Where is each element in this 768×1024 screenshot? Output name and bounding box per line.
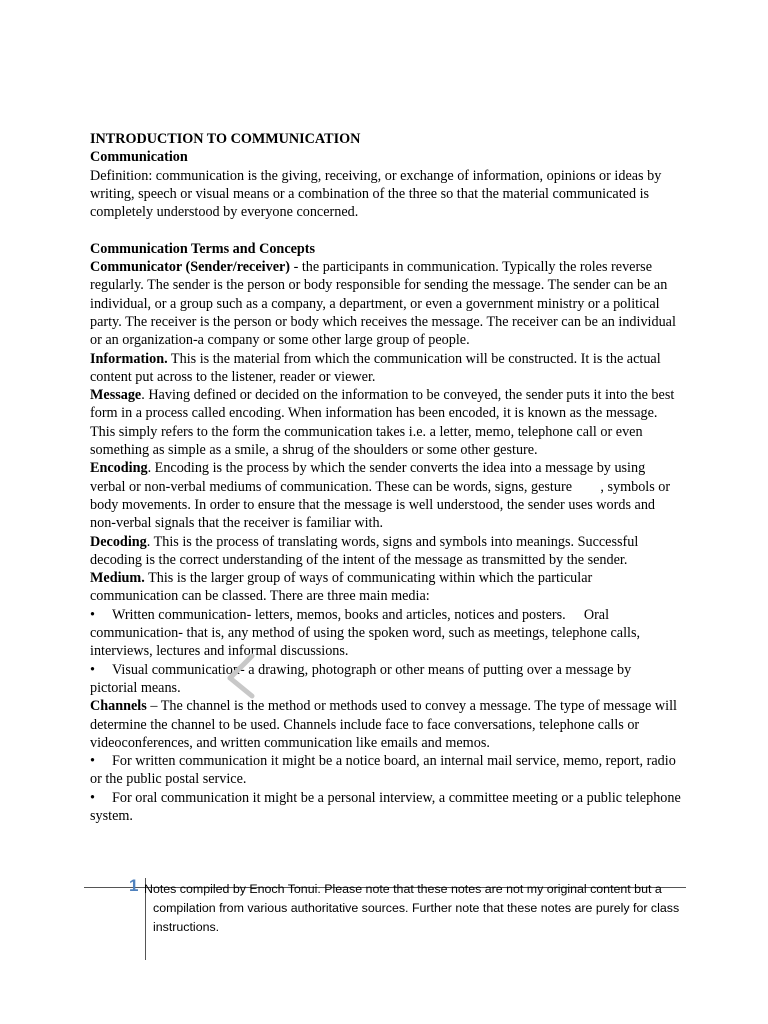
section-title-communication: Communication: [90, 149, 188, 166]
encoding-text: . Encoding is the process by which the sender converts the idea into a message by using verbal or non-verbal mediums of communication. These can be words, signs, gesture , symbols or body movements. In order to ensure that the message is well understood, the sender uses words and non-verbal signals that the receiver is familiar with.: [90, 460, 674, 532]
footer-note-rest: compilation from various authoritative sources. Further note that these notes are purely for class instructions.: [153, 901, 680, 934]
decoding-text: . This is the process of translating words, signs and symbols into meanings. Successful decoding is the correct understanding of the intent of the message as transmitted by the sender.: [90, 533, 639, 568]
definition-paragraph: Definition: communication is the giving, receiving, or exchange of information, opinions or ideas by writing, speech or visual means or a combination of the three so that the material communicated is completely understood by everyone concerned.: [90, 167, 662, 221]
message-paragraph: [90, 386, 682, 459]
bullet-icon: •: [90, 606, 95, 623]
term-encoding: Encoding: [90, 460, 148, 477]
term-decoding: Decoding: [90, 533, 147, 550]
page-number: 1: [129, 876, 139, 895]
list-item: [90, 661, 682, 698]
communicator-text: - the participants in communication. Typically the roles reverse regularly. The sender is the person or body responsible for sending the message. The sender can be an individual, or a group such as a company, a department, or even a government ministry or a political party. The receiver is the person or body which receives the message. The receiver can be an individual or an organization-a company or some other large group of people.: [90, 259, 676, 349]
term-information: Information.: [90, 350, 168, 367]
section-heading-terms: Communication Terms and Concepts: [90, 240, 316, 257]
information-paragraph: [90, 350, 682, 387]
message-text: . Having defined or decided on the information to be conveyed, the sender puts it into the best form in a process called encoding. When information has been encoded, it is known as the message. This simply refers to the form the communication takes i.e. a letter, memo, telephone call or even something as simple as a smile, a shrug of the shoulders or some other gesture.: [90, 387, 675, 459]
channels-paragraph: [90, 697, 682, 752]
list-item: [90, 789, 682, 826]
information-text: This is the material from which the communication will be constructed. It is the actual content put across to the listener, reader or viewer.: [90, 350, 661, 385]
list-item: [90, 752, 682, 789]
term-communicator: Communicator (Sender/receiver): [90, 259, 291, 276]
medium-text: This is the larger group of ways of communicating within which the particular communication can be classed. There are three main media:: [90, 570, 593, 605]
bullet-icon: •: [90, 753, 95, 770]
document-body: [90, 130, 682, 825]
list-item: [90, 606, 682, 661]
communicator-paragraph: [90, 258, 682, 349]
channel-bullet-oral: For oral communication it might be a personal interview, a committee meeting or a public telephone system.: [90, 789, 681, 824]
footer-note-line1: Notes compiled by Enoch Tonui. Please note that these notes are not my original content but a: [144, 882, 662, 896]
channels-text: – The channel is the method or methods used to convey a message. The type of message will determine the channel to be used. Channels include face to face conversations, telephone calls or videoconferences, and written communication like emails and memos.: [90, 698, 677, 751]
medium-bullet-written-oral: Written communication- letters, memos, books and articles, notices and posters. Oral communication- that is, any method of using the spoken word, such as meetings, telephone calls, interviews, lectures and informal discussions.: [90, 606, 641, 660]
term-channels: Channels: [90, 698, 147, 715]
bullet-icon: •: [90, 661, 95, 678]
medium-paragraph: [90, 569, 682, 606]
medium-bullet-visual: Visual communication- a drawing, photograph or other means of putting over a message by pictorial means.: [90, 661, 632, 696]
decoding-paragraph: [90, 533, 682, 570]
bullet-icon: •: [90, 789, 95, 806]
term-medium: Medium.: [90, 570, 145, 587]
blank-line: [90, 221, 682, 239]
term-message: Message: [90, 387, 142, 404]
document-title: INTRODUCTION TO COMMUNICATION: [90, 131, 361, 147]
encoding-paragraph: [90, 459, 682, 532]
footer-note: [144, 880, 684, 937]
channel-bullet-written: For written communication it might be a notice board, an internal mail service, memo, report, radio or the public postal service.: [90, 753, 676, 788]
